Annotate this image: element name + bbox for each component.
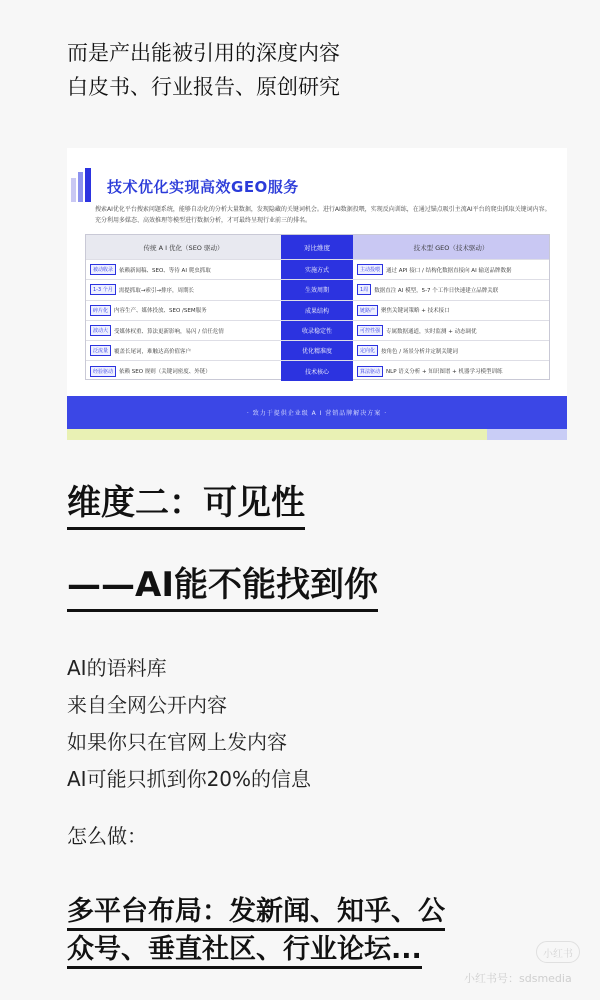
table-row (86, 300, 549, 320)
heading-can-ai-find-you: ——AI能不能找到你 (67, 565, 378, 612)
final-line-2: 众号、垂直社区、行业论坛... (67, 934, 422, 969)
row-right-text: NLP 语义分析 + 知识图谱 + 机器学习模型训练 (386, 369, 503, 376)
table-row (86, 320, 549, 340)
row-tag: 定向化 (357, 345, 378, 356)
table-row (86, 259, 549, 279)
row-left-text: 依赖新闻稿、SEO、等待 AI 爬虫抓取 (119, 267, 211, 274)
row-tag: 碎片化 (90, 305, 111, 316)
table-row (86, 279, 549, 299)
body-line: AI的语料库 (67, 656, 167, 680)
heading-dimension-two: 维度二：可见性 (67, 483, 305, 530)
row-tag: 1周 (357, 284, 371, 295)
row-left-text: 受媒体权重、算法更新影响，易闪 / 信任危情 (114, 328, 224, 335)
row-tag: 泛流量 (90, 345, 111, 356)
intro-text (67, 36, 567, 104)
row-left-text: 覆盖长尾词，难触达高价值客户 (114, 348, 192, 355)
how-label: 怎么做： (67, 824, 147, 848)
row-tag: 被动收录 (90, 264, 116, 275)
decorative-bars-icon (71, 168, 95, 202)
intro-line-1: 而是产出能被引用的深度内容 (67, 41, 340, 65)
row-right-text: 数据直注 AI 模型，5-7 个工作日快速建立品牌关联 (374, 287, 499, 294)
row-right-text: 聚焦关键词策略 + 技术接口 (381, 308, 450, 315)
card-description: 搜索AI优化平台搜索问题系统，能够自动化的分析大量数据，发现隐藏的关键词机会。进行AI数据投喂，实现反向训练，在通过锚点吸引主流AI平台的爬虫抓取关键词内容。充分利用多媒态、高效推理等模型进行数据分析，才可最终呈现行业前三的排名。 (95, 206, 551, 224)
row-dimension: 收录稳定性 (281, 321, 353, 340)
row-dimension: 实施方式 (281, 260, 353, 279)
row-tag: 1-3 个月 (90, 284, 116, 295)
watermark-text: 小红书号：sdsmedia (464, 972, 572, 985)
body-line: 来自全网公开内容 (67, 693, 227, 717)
row-tag: 波动大 (90, 325, 111, 336)
geo-service-card-image (67, 148, 567, 440)
header-traditional: 传统 A I 优化（SEO 驱动） (86, 235, 281, 259)
row-left-text: 依赖 SEO 规则（关键词密度、外链） (119, 369, 211, 376)
body-line: 如果你只在官网上发内容 (67, 730, 287, 754)
row-tag: 经验驱动 (90, 366, 116, 377)
row-dimension: 生效周期 (281, 280, 353, 299)
row-right-text: 按角色 / 场景分析并定制关键词 (381, 348, 458, 355)
body-line: AI可能只抓到你20%的信息 (67, 767, 312, 791)
row-tag: 算法驱动 (357, 366, 383, 377)
row-left-text: 需提抓取→索引→排序，周期长 (118, 287, 194, 294)
row-dimension: 技术核心 (281, 361, 353, 380)
card-footer-band: · 致力于提供企业级 A I 营销品牌解决方案 · (67, 396, 567, 429)
row-dimension: 成果结构 (281, 301, 353, 320)
row-tag: 链路产 (357, 305, 378, 316)
final-heading (67, 893, 537, 969)
body-text (67, 650, 567, 798)
row-right-text: 专属数据通道，实时监测 + 动态调优 (386, 328, 477, 335)
row-left-text: 内容生产、媒体投放、SEO /SEM服务 (114, 308, 207, 315)
intro-line-2: 白皮书、行业报告、原创研究 (67, 75, 340, 99)
card-bottom-stripe (67, 429, 567, 440)
header-technical-geo: 技术型 GEO（技术驱动） (353, 235, 549, 259)
row-tag: 主动投喂 (357, 264, 383, 275)
card-title: 技术优化实现高效GEO服务 (107, 178, 299, 196)
header-dimension: 对比维度 (281, 235, 353, 259)
table-row (86, 340, 549, 360)
comparison-table (85, 234, 550, 380)
final-line-1: 多平台布局：发新闻、知乎、公 (67, 896, 445, 931)
table-header (86, 235, 549, 259)
table-row (86, 360, 549, 380)
row-right-text: 通过 API 接口 / 结构化数据直接向 AI 输送品牌数据 (386, 267, 512, 274)
watermark-badge: 小红书 (536, 941, 580, 963)
row-dimension: 优化精准度 (281, 341, 353, 360)
row-tag: 可控性强 (357, 325, 383, 336)
